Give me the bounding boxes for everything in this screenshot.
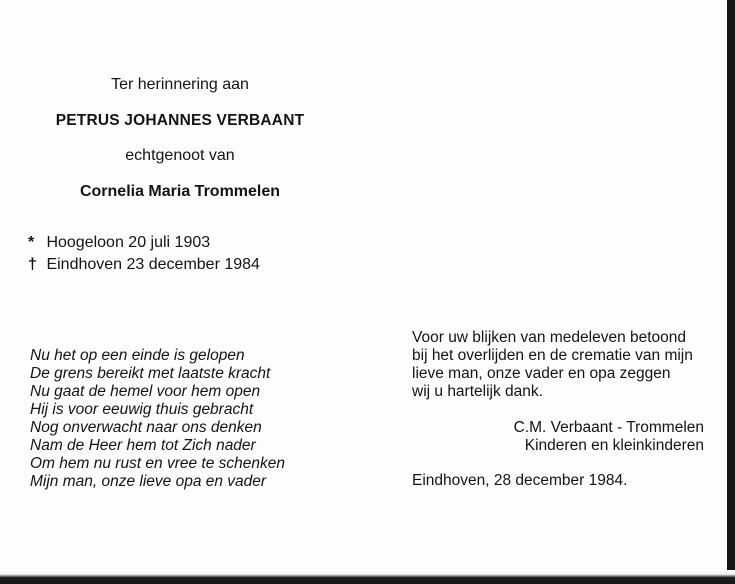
- birth-line: [28, 234, 210, 252]
- scan-edge-bottom: [0, 570, 735, 584]
- deceased-name: PETRUS JOHANNES VERBAANT: [55, 112, 305, 129]
- relation-text: echtgenoot van: [125, 147, 235, 164]
- signature-line: C.M. Verbaant - Trommelen: [513, 419, 704, 436]
- thanks-line: lieve man, onze vader en opa zeggen: [412, 365, 671, 382]
- poem-line: Nog onverwacht naar ons denken: [30, 419, 262, 436]
- signature-line: Kinderen en kleinkinderen: [524, 437, 704, 454]
- intro-text: Ter herinnering aan: [111, 76, 249, 93]
- poem: [30, 347, 285, 491]
- place-date: Eindhoven, 28 december 1984.: [412, 472, 628, 489]
- scan-edge-right: [727, 0, 735, 584]
- spouse-name: Cornelia Maria Trommelen: [79, 183, 281, 200]
- death-text: Eindhoven 23 december 1984: [46, 256, 260, 273]
- poem-line: Nu het op een einde is gelopen: [30, 347, 245, 364]
- poem-line: Om hem nu rust en vree te schenken: [30, 455, 286, 472]
- cross-icon: †: [28, 256, 37, 273]
- thanks-line: bij het overlijden en de crematie van mijn: [412, 347, 693, 364]
- poem-line: Nu gaat de hemel voor hem open: [30, 383, 261, 400]
- signature: [470, 419, 704, 455]
- thanks-line: Voor uw blijken van medeleven betoond: [412, 329, 687, 346]
- poem-line: Hij is voor eeuwig thuis gebracht: [30, 401, 254, 418]
- poem-line: De grens bereikt met laatste kracht: [30, 365, 271, 382]
- birth-symbol: *: [28, 234, 35, 251]
- poem-line: Mijn man, onze lieve opa en vader: [30, 473, 267, 490]
- thanks-paragraph: [412, 329, 693, 401]
- death-line: [28, 256, 260, 274]
- thanks-line: wij u hartelijk dank.: [412, 383, 543, 400]
- poem-line: Nam de Heer hem tot Zich nader: [30, 437, 256, 454]
- birth-text: Hoogeloon 20 juli 1903: [46, 234, 211, 251]
